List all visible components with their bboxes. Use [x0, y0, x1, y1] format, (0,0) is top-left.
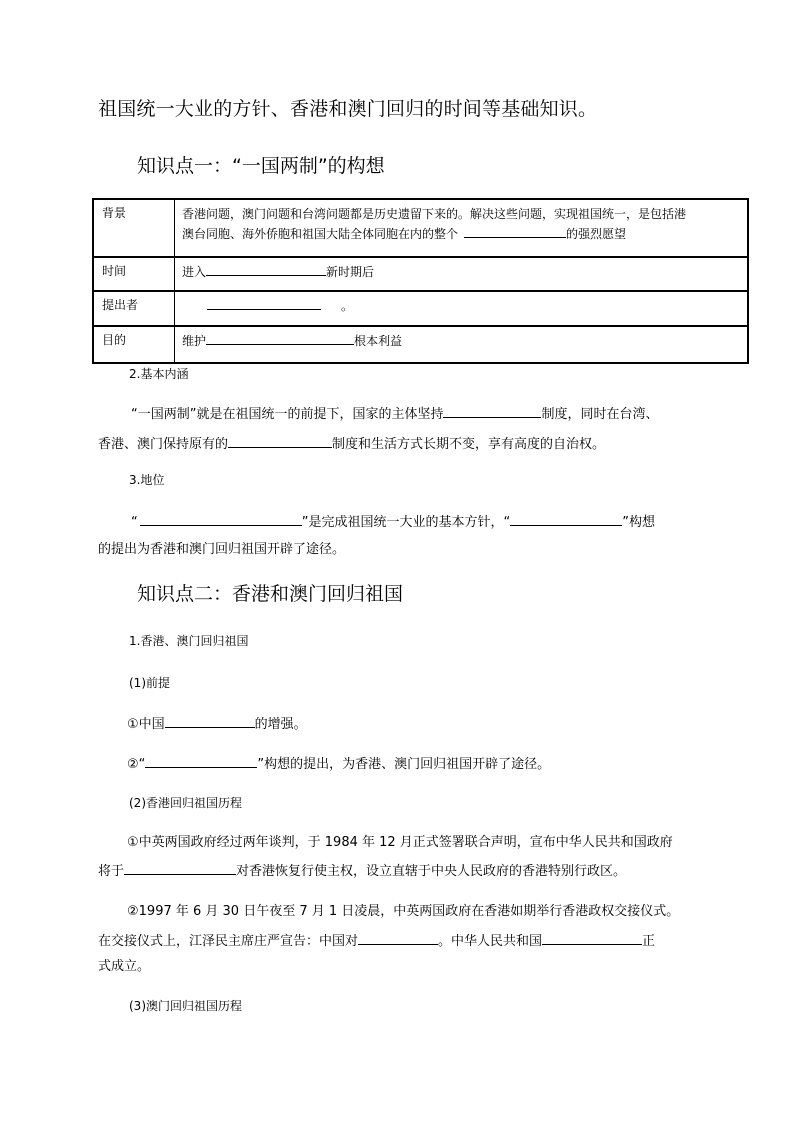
section-3-line-2: 的提出为香港和澳门回归祖国开辟了途径。: [98, 542, 346, 557]
background-line-2: [182, 224, 741, 244]
blank-fill[interactable]: [145, 754, 257, 768]
row-content-time: [175, 258, 747, 290]
section-2-line-2: [98, 434, 605, 454]
s2-p2a: 香港、澳门保持原有的: [98, 437, 229, 452]
time-pre: 进入: [182, 265, 207, 279]
purpose-post: 根本利益: [354, 334, 403, 348]
k2-l1a: ①中国: [127, 717, 165, 732]
heading-knowledge-point-1: 知识点一：“一国两制”的构想: [137, 155, 385, 177]
blank-fill[interactable]: [165, 714, 255, 728]
s3-p1a: “: [131, 515, 138, 530]
s2-p1b: 制度，同时在台湾、: [541, 407, 659, 422]
time-post: 新时期后: [326, 265, 375, 279]
row-content-purpose: [175, 327, 747, 362]
s2-p2b: 制度和生活方式长期不变，享有高度的自治权。: [332, 437, 606, 452]
row-content-proposer: [175, 292, 747, 325]
s3-p1b: ”是完成祖国统一大业的基本方针，“: [301, 515, 511, 530]
proposer-post: 。: [341, 299, 354, 313]
blank-fill[interactable]: [228, 434, 332, 448]
k2-p4a: 在交接仪式上，江泽民主席庄严宣告：中国对: [98, 934, 359, 949]
heading-knowledge-point-2: 知识点二：香港和澳门回归祖国: [137, 583, 404, 605]
kp2-hk-p4: [98, 931, 655, 951]
table-row: [94, 258, 747, 292]
blank-fill[interactable]: [206, 331, 354, 345]
table-row: [94, 327, 747, 362]
background-line-2a: 澳台同胞、海外侨胞和祖国大陆全体同胞在内的整个: [182, 227, 459, 241]
background-table: [92, 198, 749, 364]
intro-text: 祖国统一大业的方针、香港和澳门回归的时间等基础知识。: [98, 98, 598, 120]
row-content-background: [175, 200, 747, 256]
blank-fill[interactable]: [510, 512, 622, 526]
blank-fill[interactable]: [206, 262, 326, 276]
section-2-title: 2.基本内涵: [129, 367, 189, 381]
kp2-hk-p2: [98, 861, 626, 881]
blank-fill[interactable]: [140, 512, 302, 526]
kp2-hk-history-title: (2)香港回归祖国历程: [129, 796, 242, 810]
blank-fill[interactable]: [358, 931, 438, 945]
blank-fill[interactable]: [124, 861, 236, 875]
kp2-hk-p3: ②1997 年 6 月 30 日午夜至 7 月 1 日凌晨，中英两国政府在香港如期举行香港政权交接仪式。: [127, 904, 680, 919]
table-row: [94, 292, 747, 327]
background-line-1: 香港问题，澳门问题和台湾问题都是历史遗留下来的。解决这些问题，实现祖国统一，是包括港: [182, 207, 687, 221]
k2-p4b: 。中华人民共和国: [438, 934, 543, 949]
k2-l2b: ”构想的提出，为香港、澳门回归祖国开辟了途径。: [257, 757, 551, 772]
blank-fill[interactable]: [443, 404, 541, 418]
k2-p4c: 正: [642, 934, 656, 949]
kp2-premise-title: (1)前提: [129, 676, 170, 690]
row-label-time: 时间: [94, 258, 175, 290]
background-line-2b: 的强烈愿望: [566, 227, 627, 241]
blank-fill[interactable]: [542, 931, 642, 945]
blank-fill[interactable]: [464, 224, 566, 238]
purpose-pre: 维护: [182, 334, 207, 348]
k2-p2a: 将于: [98, 864, 125, 879]
section-3-title: 3.地位: [129, 473, 165, 487]
kp2-premise-line-2: [127, 754, 550, 774]
kp2-hk-p1: ①中英两国政府经过两年谈判，于 1984 年 12 月正式签署联合声明，宣布中华人民共和国政府: [127, 835, 673, 850]
s2-p1a: “一国两制”就是在祖国统一的前提下，国家的主体坚持: [131, 407, 444, 422]
kp2-hk-p5: 式成立。: [98, 959, 151, 974]
blank-fill[interactable]: [207, 296, 321, 310]
k2-l1b: 的增强。: [254, 717, 307, 732]
row-label-background: 背景: [94, 200, 175, 256]
row-label-purpose: 目的: [94, 327, 175, 362]
section-2-line-1: [131, 404, 659, 424]
k2-p2b: 对香港恢复行使主权，设立直辖于中央人民政府的香港特别行政区。: [236, 864, 627, 879]
section-3-line-1: [131, 512, 655, 532]
s3-p1c: ”构想: [622, 515, 655, 530]
k2-l2a: ②“: [127, 757, 146, 772]
kp2-title-1: 1.香港、澳门回归祖国: [129, 634, 249, 648]
row-label-proposer: 提出者: [94, 292, 175, 325]
table-row: [94, 200, 747, 258]
kp2-macau-history-title: (3)澳门回归祖国历程: [129, 999, 242, 1013]
kp2-premise-line-1: [127, 714, 307, 734]
